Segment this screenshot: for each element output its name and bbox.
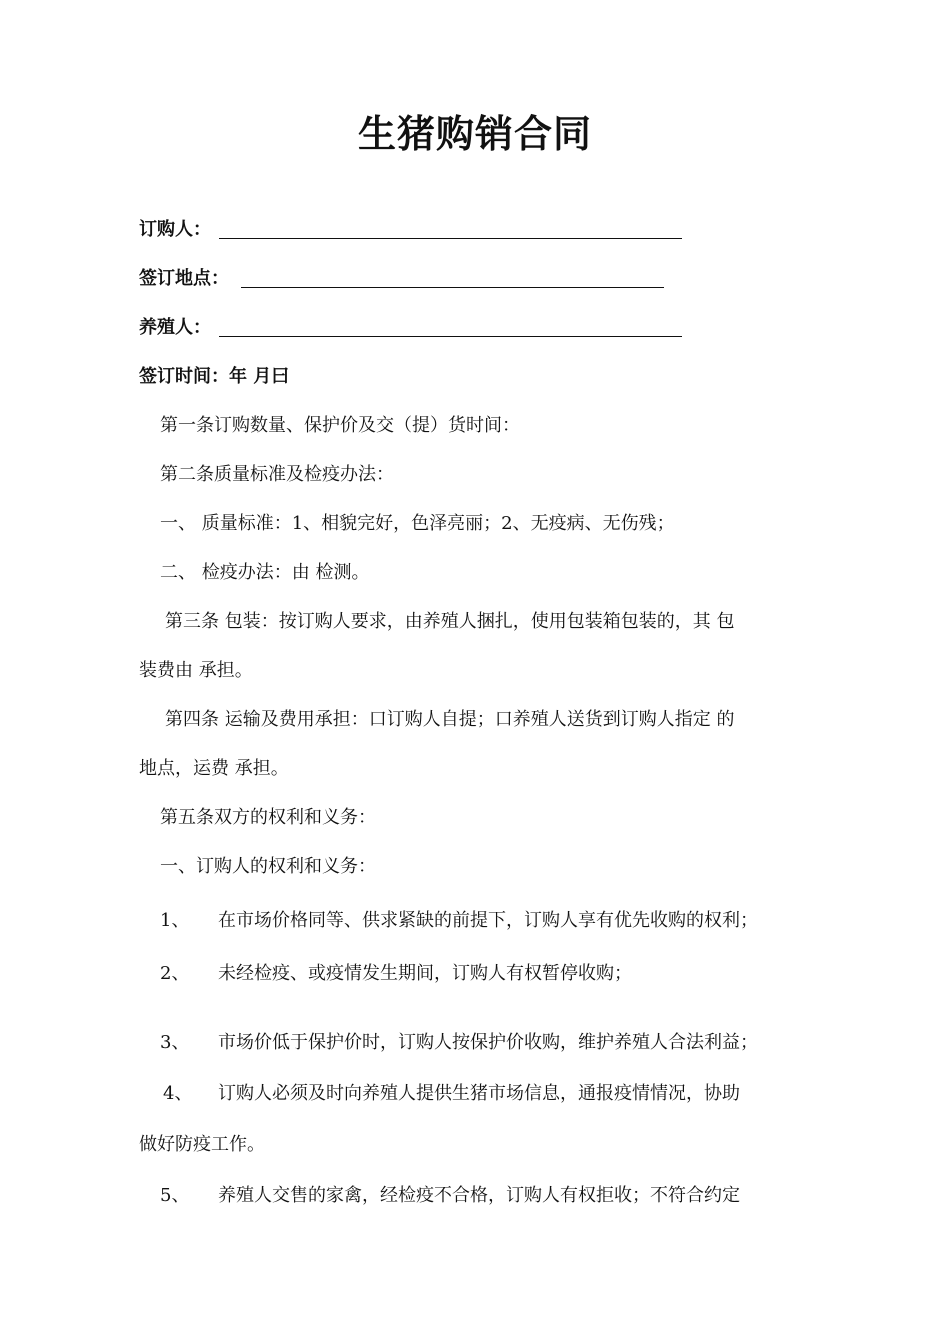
clause-4-line-1: 第四条 运输及费用承担：口订购人自提；口养殖人送货到订购人指定 的 — [165, 709, 735, 730]
list-item — [160, 962, 632, 986]
list-item-number: 4、 — [163, 1083, 193, 1104]
date-field-label: 签订时间：年 月曰 — [139, 366, 290, 387]
clause-2: 第二条质量标准及检疫办法： — [160, 464, 394, 485]
list-item — [160, 1031, 758, 1055]
list-item — [160, 909, 758, 933]
list-item — [160, 1184, 740, 1208]
farmer-field-label: 养殖人： — [139, 317, 211, 338]
list-item-number: 3、 — [160, 1032, 190, 1053]
clause-3-line-1: 第三条 包装：按订购人要求，由养殖人捆扎，使用包装箱包装的，其 包 — [165, 611, 735, 632]
list-item — [163, 1082, 740, 1106]
farmer-blank-line — [219, 336, 682, 337]
clause-2-item-2: 二、 检疫办法：由 检测。 — [160, 562, 370, 583]
buyer-blank-line — [219, 238, 682, 239]
clause-2-item-1: 一、 质量标准：1、相貌完好，色泽亮丽；2、无疫病、无伤残； — [160, 513, 675, 534]
list-item-text: 在市场价格同等、供求紧缺的前提下，订购人享有优先收购的权利； — [218, 910, 758, 931]
list-item-text: 养殖人交售的家禽，经检疫不合格，订购人有权拒收；不符合约定 — [218, 1185, 740, 1206]
list-item-continuation: 做好防疫工作。 — [139, 1134, 265, 1155]
clause-3-line-2: 装费由 承担。 — [139, 660, 253, 681]
clause-1: 第一条订购数量、保护价及交（提）货时间： — [160, 415, 520, 436]
clause-5: 第五条双方的权利和义务： — [160, 807, 376, 828]
list-item-number: 1、 — [160, 910, 190, 931]
document-title: 生猪购销合同 — [357, 112, 592, 156]
list-item-text: 未经检疫、或疫情发生期间，订购人有权暂停收购； — [218, 963, 632, 984]
list-item-text: 订购人必须及时向养殖人提供生猪市场信息，通报疫情情况，协助 — [218, 1083, 740, 1104]
clause-4-line-2: 地点，运费 承担。 — [139, 758, 289, 779]
buyer-field-label: 订购人： — [139, 219, 211, 240]
list-item-number: 5、 — [160, 1185, 190, 1206]
place-field-label: 签订地点： — [139, 268, 229, 289]
list-item-number: 2、 — [160, 963, 190, 984]
place-blank-line — [241, 287, 664, 288]
clause-5-subheading: 一、订购人的权利和义务： — [160, 856, 376, 877]
list-item-text: 市场价低于保护价时，订购人按保护价收购，维护养殖人合法利益； — [218, 1032, 758, 1053]
